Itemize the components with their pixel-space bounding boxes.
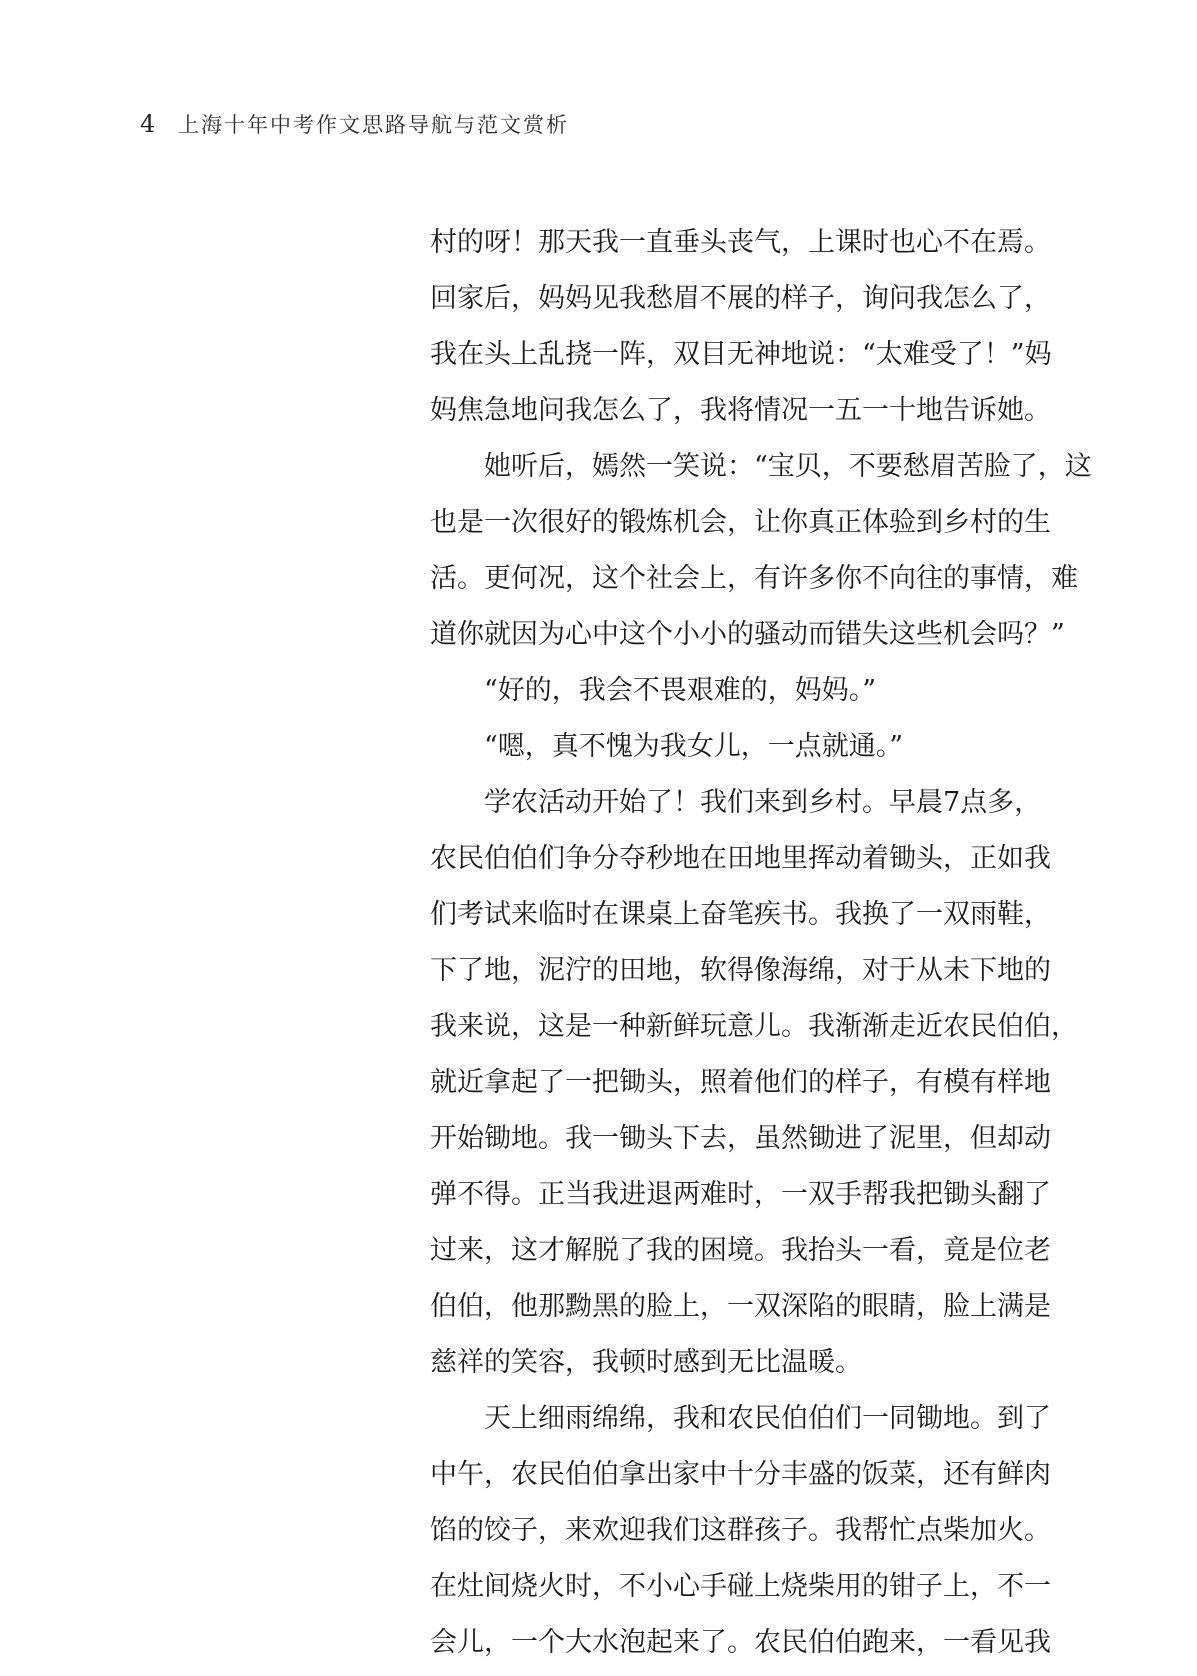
text-line: 道你就因为心中这个小小的骚动而错失这些机会吗？” (430, 619, 1065, 650)
text-line: 慈祥的笑容，我顿时感到无比温暖。 (430, 1347, 862, 1378)
text-line: 们考试来临时在课桌上奋笔疾书。我换了一双雨鞋， (430, 899, 1051, 930)
text-line: 伯伯，他那黝黑的脸上，一双深陷的眼睛，脸上满是 (430, 1291, 1051, 1322)
text-line: 开始锄地。我一锄头下去，虽然锄进了泥里，但却动 (430, 1123, 1051, 1154)
text-line: 馅的饺子，来欢迎我们这群孩子。我帮忙点柴加火。 (430, 1515, 1051, 1546)
text-line: 也是一次很好的锻炼机会，让你真正体验到乡村的生 (430, 507, 1051, 538)
text-line: 我在头上乱挠一阵，双目无神地说：“太难受了！”妈 (430, 339, 1052, 370)
text-line: 回家后，妈妈见我愁眉不展的样子，询问我怎么了， (430, 283, 1051, 314)
text-line: 会儿，一个大水泡起来了。农民伯伯跑来，一看见我 (430, 1627, 1051, 1658)
running-header (140, 106, 569, 142)
body-text (430, 215, 1092, 1671)
book-title: 上海十年中考作文思路导航与范文赏析 (178, 113, 569, 137)
text-line: 天上细雨绵绵，我和农民伯伯们一同锄地。到了 (484, 1403, 1051, 1434)
text-line: 村的呀！那天我一直垂头丧气，上课时也心不在焉。 (430, 227, 1051, 258)
text-line: “好的，我会不畏艰难的，妈妈。” (484, 675, 877, 706)
text-line: 学农活动开始了！我们来到乡村。早晨7点多， (484, 787, 1042, 818)
text-line: 就近拿起了一把锄头，照着他们的样子，有模有样地 (430, 1067, 1051, 1098)
text-line: 妈焦急地问我怎么了，我将情况一五一十地告诉她。 (430, 395, 1051, 426)
text-line: 在灶间烧火时，不小心手碰上烧柴用的钳子上，不一 (430, 1571, 1051, 1602)
text-line: 她听后，嫣然一笑说：“宝贝，不要愁眉苦脸了，这 (484, 451, 1092, 482)
text-line: 我来说，这是一种新鲜玩意儿。我渐渐走近农民伯伯， (430, 1011, 1078, 1042)
text-line: 活。更何况，这个社会上，有许多你不向往的事情，难 (430, 563, 1078, 594)
text-line: 过来，这才解脱了我的困境。我抬头一看，竟是位老 (430, 1235, 1051, 1266)
text-line: 中午，农民伯伯拿出家中十分丰盛的饭菜，还有鲜肉 (430, 1459, 1051, 1490)
text-line: 下了地，泥泞的田地，软得像海绵，对于从未下地的 (430, 955, 1051, 986)
text-line: “嗯，真不愧为我女儿，一点就通。” (484, 731, 904, 762)
page-number: 4 (140, 110, 156, 138)
text-line: 弹不得。正当我进退两难时，一双手帮我把锄头翻了 (430, 1179, 1051, 1210)
text-line: 农民伯伯们争分夺秒地在田地里挥动着锄头，正如我 (430, 843, 1051, 874)
